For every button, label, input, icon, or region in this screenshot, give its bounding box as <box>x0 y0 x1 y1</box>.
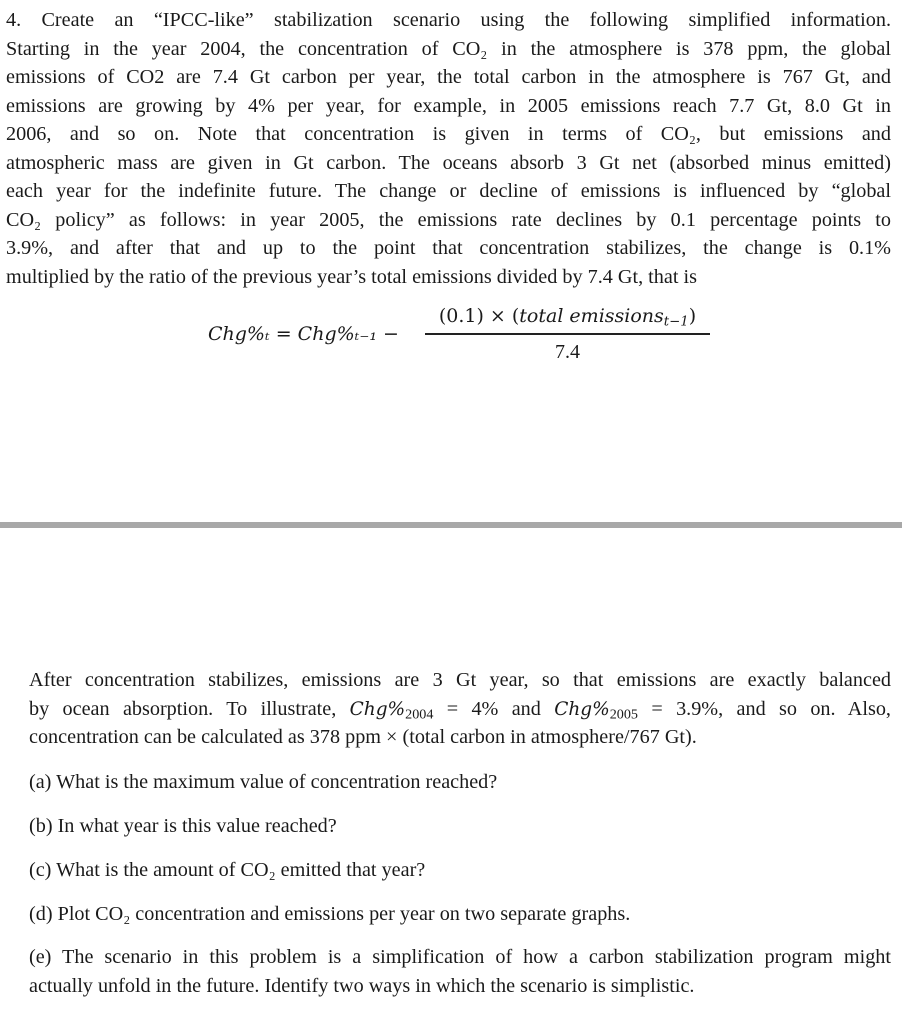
after-stabilization-text <box>29 666 891 752</box>
problem-intro <box>6 6 891 291</box>
intro-line: atmospheric mass are given in Gt carbon. The oceans absorb 3 Gt net (absorbed minus emitted) <box>6 151 891 174</box>
intro-line: 2006, and so on. Note that concentration is given in terms of CO₂, but emissions and <box>6 123 891 145</box>
after-line: After concentration stabilizes, emissions are 3 Gt year, so that emissions are exactly balanced <box>29 669 891 691</box>
question-c: (c) What is the amount of CO₂ emitted that year? <box>29 859 426 881</box>
change-rate-formula <box>208 302 728 372</box>
fraction-bar <box>425 333 710 335</box>
intro-line: multiplied by the ratio of the previous year’s total emissions divided by 7.4 Gt, that is <box>6 265 697 288</box>
intro-line: emissions are growing by 4% per year, for example, in 2005 emissions reach 7.7 Gt, 8.0 Gt in <box>6 94 891 117</box>
intro-line: each year for the indefinite future. The change or decline of emissions is influenced by “global <box>6 180 891 202</box>
intro-line: CO₂ policy” as follows: in year 2005, the emissions rate declines by 0.1 percentage points to <box>6 208 891 231</box>
question-d: (d) Plot CO₂ concentration and emissions per year on two separate graphs. <box>29 903 631 925</box>
intro-line: Starting in the year 2004, the concentration of CO₂ in the atmosphere is 378 ppm, the global <box>6 37 891 60</box>
formula-lhs: Chg%ₜ = Chg%ₜ₋₁ − <box>208 323 399 345</box>
question-a: (a) What is the maximum value of concentration reached? <box>29 771 498 793</box>
intro-line: 4. Create an “IPCC-like” stabilization scenario using the following simplified information. <box>6 9 891 31</box>
formula-numerator: (0.1) × (total emissions$_{t-1}$) <box>438 305 697 330</box>
question-e <box>29 943 891 1000</box>
question-e-line: actually unfold in the future. Identify two ways in which the scenario is simplistic. <box>29 974 695 997</box>
intro-line: emissions of CO2 are 7.4 Gt carbon per year, the total carbon in the atmosphere is 767 Gt, and <box>6 66 891 88</box>
illustrate-line: by ocean absorption. To illustrate, $Chg\%_{2004} = 4\%$ and $Chg\%_{2005} = 3.9\%$, and so on. Also, <box>29 697 891 723</box>
section-divider <box>0 522 902 528</box>
intro-line: 3.9%, and after that and up to the point that concentration stabilizes, the change is 0.1% <box>6 237 891 259</box>
question-b: (b) In what year is this value reached? <box>29 815 337 837</box>
formula-denominator: 7.4 <box>555 340 580 363</box>
after-line: concentration can be calculated as 378 ppm × (total carbon in atmosphere/767 Gt). <box>29 726 697 748</box>
formula-fraction <box>425 302 710 365</box>
question-e-line: (e) The scenario in this problem is a simplification of how a carbon stabilization program might <box>29 946 891 968</box>
